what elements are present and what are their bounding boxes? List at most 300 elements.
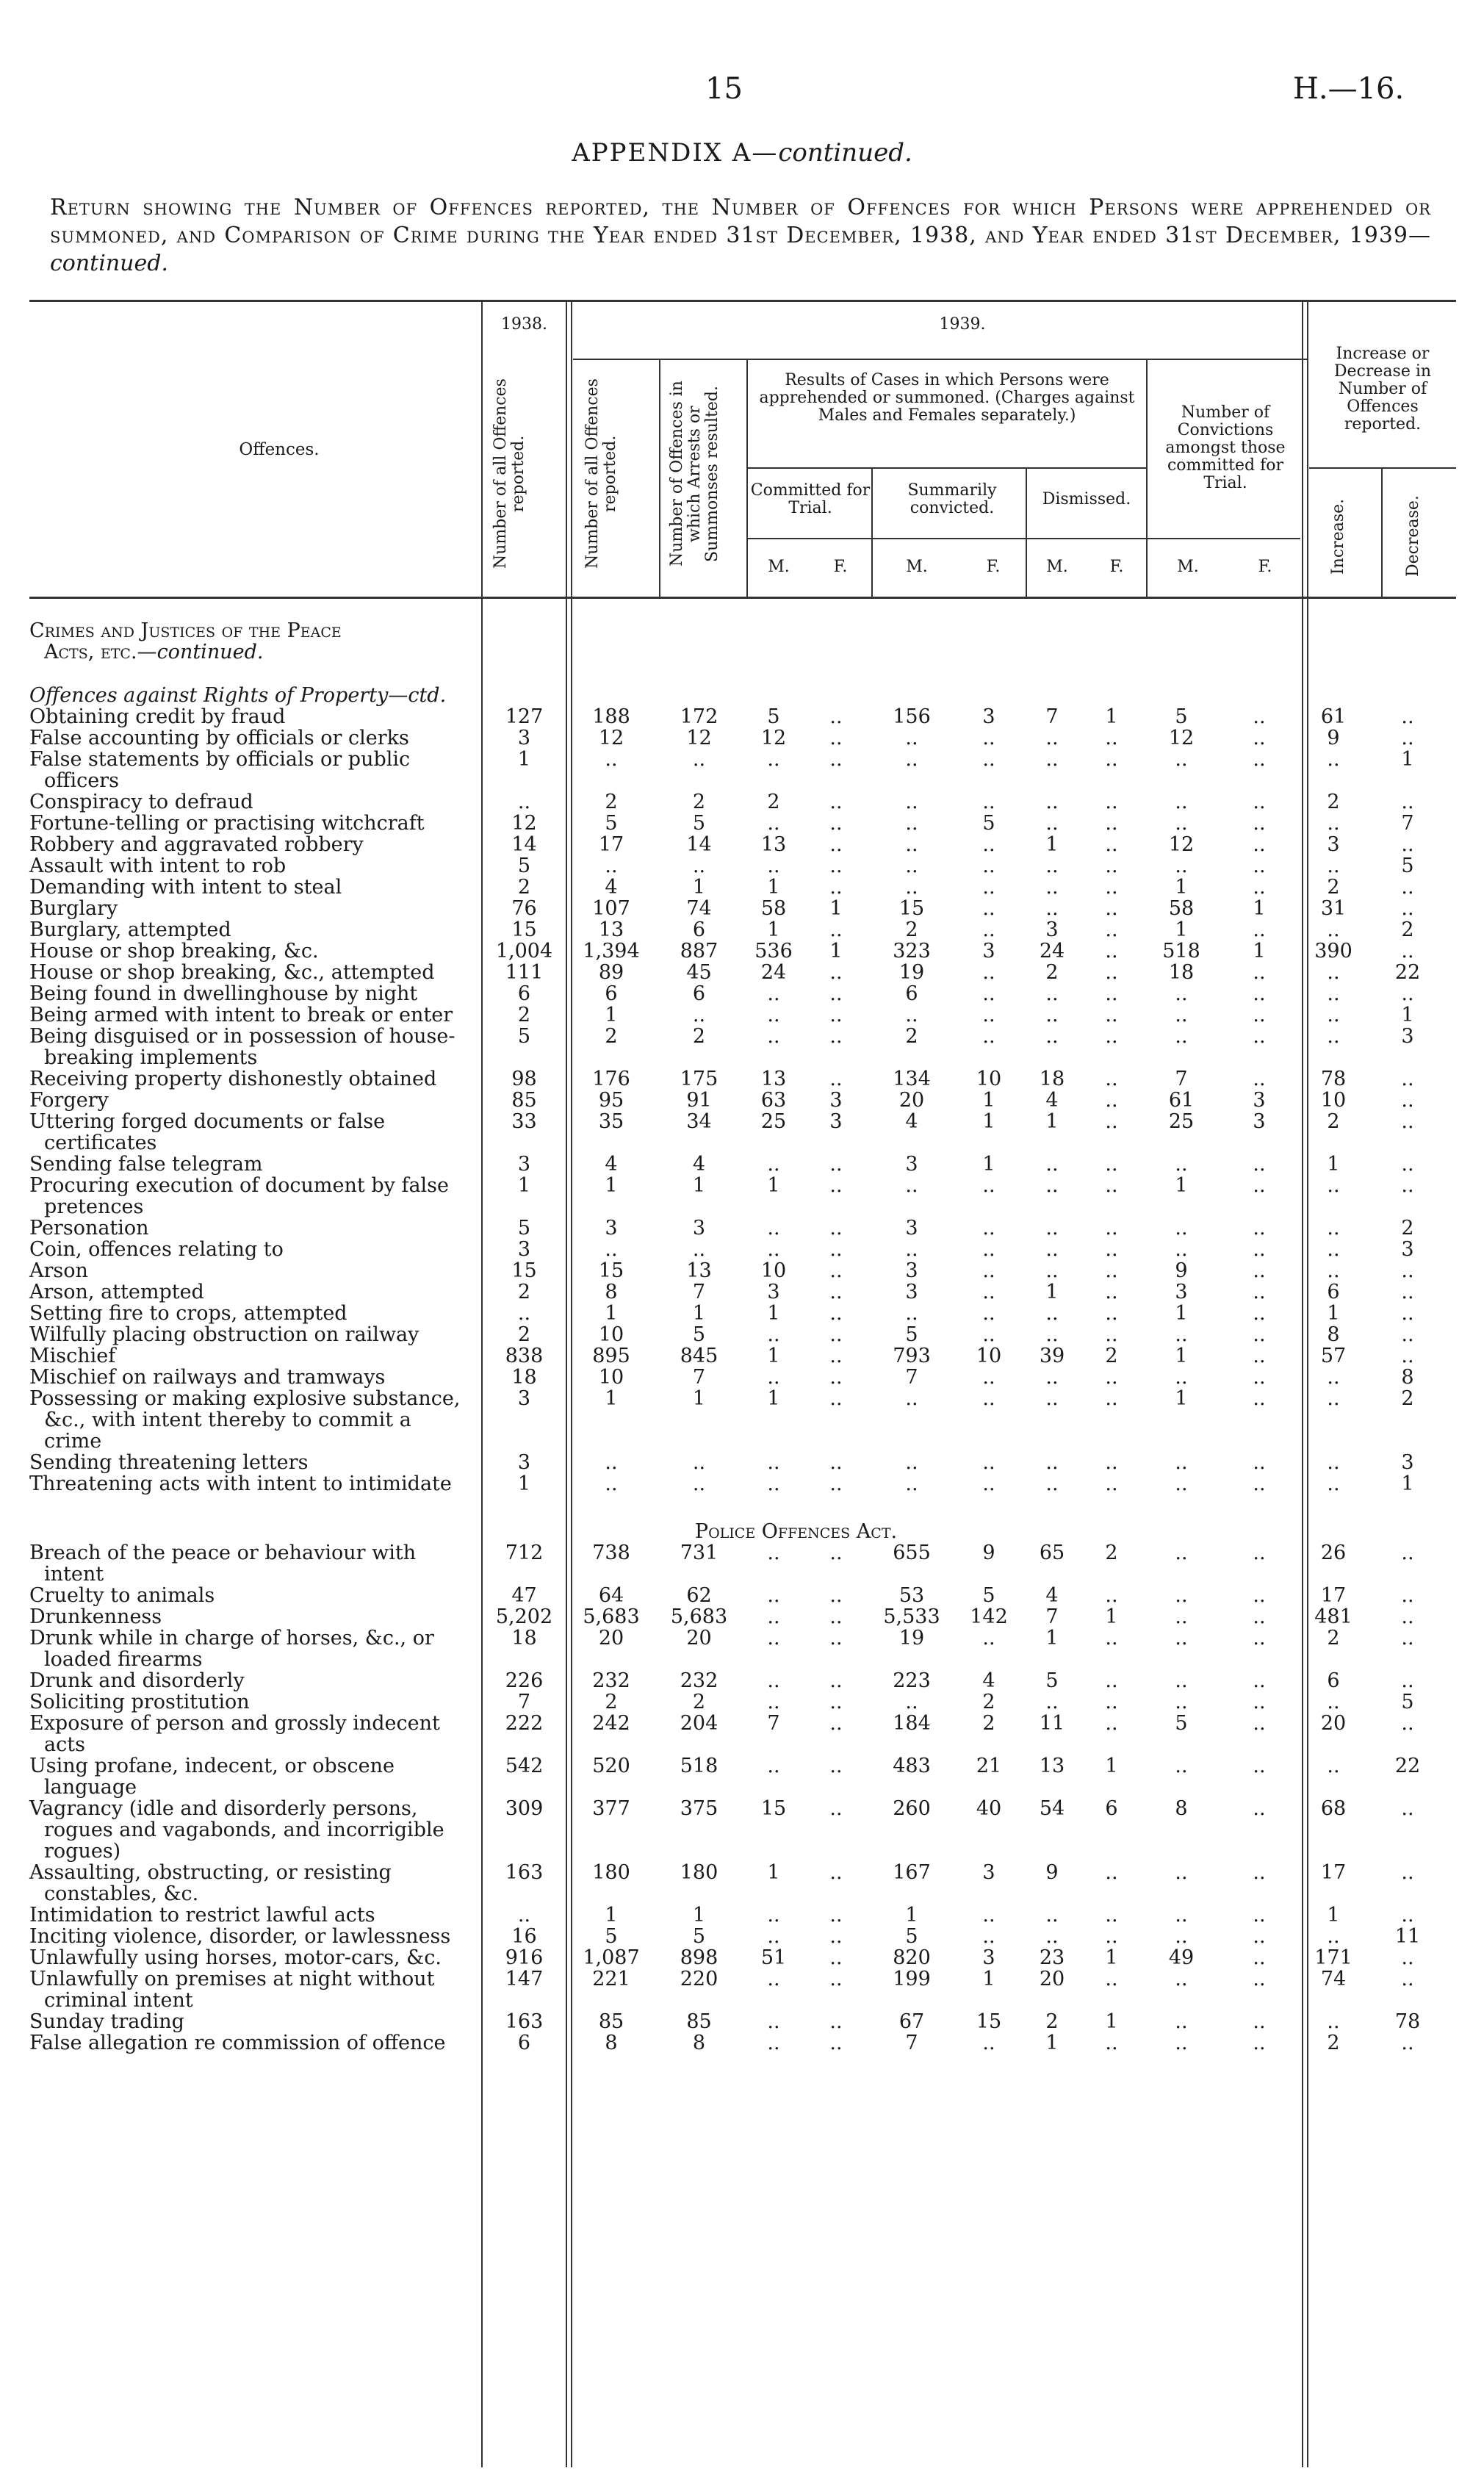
table-cell: .. bbox=[1175, 1691, 1188, 1713]
table-cell: 1 bbox=[982, 1968, 995, 1990]
table-cell: 7 bbox=[1175, 1068, 1188, 1090]
table-cell: 220 bbox=[680, 1968, 718, 1990]
offence-name: Being found in dwellinghouse by night bbox=[29, 982, 418, 1005]
table-cell: 1 bbox=[1045, 1110, 1059, 1133]
table-cell: .. bbox=[829, 1238, 843, 1261]
table-cell: .. bbox=[982, 1302, 995, 1325]
offence-name: Arson bbox=[29, 1259, 88, 1282]
table-cell: .. bbox=[1401, 1345, 1414, 1367]
table-cell: .. bbox=[1045, 1025, 1059, 1048]
offence-name: Sunday trading bbox=[29, 2010, 184, 2033]
table-cell: 3 bbox=[982, 940, 995, 963]
table-cell: .. bbox=[1175, 1153, 1188, 1176]
table-row bbox=[29, 1968, 1445, 2011]
table-cell: 375 bbox=[680, 1797, 718, 1820]
table-cell: .. bbox=[692, 1451, 706, 1474]
table-cell: 3 bbox=[829, 1110, 843, 1133]
table-cell: .. bbox=[1175, 1217, 1188, 1240]
header-1938: 1938. bbox=[501, 315, 547, 334]
table-cell: 18 bbox=[511, 1627, 537, 1650]
header-committed-f: F. bbox=[833, 558, 848, 576]
header-increase-decrease: Increase or Decrease in Number of Offences reported. bbox=[1333, 345, 1432, 434]
table-row bbox=[29, 727, 1445, 749]
crimes-heading-continued: continued. bbox=[156, 641, 264, 663]
table-cell: 3 bbox=[905, 1217, 918, 1240]
table-cell: 1 bbox=[1105, 1605, 1118, 1628]
table-cell: .. bbox=[692, 1238, 706, 1261]
table-cell: .. bbox=[1253, 1025, 1266, 1048]
table-cell: 76 bbox=[511, 897, 537, 920]
table-cell: .. bbox=[1045, 982, 1059, 1005]
table-cell: 111 bbox=[505, 961, 544, 984]
table-cell: .. bbox=[1175, 1451, 1188, 1474]
table-cell: .. bbox=[1327, 1217, 1340, 1240]
table-cell: 17 bbox=[598, 833, 624, 856]
table-cell: 5 bbox=[692, 1323, 706, 1346]
table-cell: .. bbox=[982, 982, 995, 1005]
table-cell: .. bbox=[1105, 1925, 1118, 1948]
table-cell: 1 bbox=[1105, 1755, 1118, 1777]
table-cell: 10 bbox=[598, 1366, 624, 1389]
table-cell: .. bbox=[1105, 1302, 1118, 1325]
table-cell: .. bbox=[692, 1004, 706, 1026]
table-cell: .. bbox=[692, 855, 706, 877]
offence-name: Wilfully placing obstruction on railway bbox=[29, 1323, 419, 1346]
table-cell: .. bbox=[1401, 1259, 1414, 1282]
table-cell: 1 bbox=[692, 1904, 706, 1927]
table-cell: 3 bbox=[767, 1281, 780, 1303]
table-row bbox=[29, 1627, 1445, 1670]
header-summarily: Summarily convicted. bbox=[907, 481, 997, 517]
table-cell: 7 bbox=[1401, 812, 1414, 835]
table-cell: 20 bbox=[598, 1627, 624, 1650]
offence-name: False allegation re commission of offence bbox=[29, 2032, 446, 2054]
table-cell: 223 bbox=[893, 1669, 931, 1692]
offence-name: Burglary, attempted bbox=[29, 918, 231, 941]
table-cell: 2 bbox=[1105, 1345, 1118, 1367]
table-cell: .. bbox=[905, 1238, 918, 1261]
table-cell: .. bbox=[1175, 1968, 1188, 1990]
table-cell: 18 bbox=[1168, 961, 1195, 984]
table-cell: .. bbox=[1327, 1025, 1340, 1048]
table-cell: 4 bbox=[692, 1153, 706, 1176]
table-cell: .. bbox=[905, 1004, 918, 1026]
table-cell: .. bbox=[1253, 1542, 1266, 1564]
offence-name: Personation bbox=[29, 1217, 149, 1240]
table-cell: 8 bbox=[1175, 1797, 1188, 1820]
table-cell: 1 bbox=[982, 1110, 995, 1133]
table-cell: 15 bbox=[760, 1797, 787, 1820]
table-cell: .. bbox=[767, 1472, 780, 1495]
table-cell: .. bbox=[1175, 791, 1188, 813]
offence-name: House or shop breaking, &c., attempted bbox=[29, 961, 435, 984]
table-cell: .. bbox=[1045, 1259, 1059, 1282]
table-cell: 1 bbox=[1401, 748, 1414, 771]
table-cell: 5 bbox=[1401, 1691, 1414, 1713]
table-row bbox=[29, 1606, 1445, 1627]
table-cell: .. bbox=[1253, 1238, 1266, 1261]
table-row bbox=[29, 1367, 1445, 1388]
offence-name: Sending false telegram bbox=[29, 1153, 263, 1176]
table-cell: 6 bbox=[692, 982, 706, 1005]
table-cell: 2 bbox=[692, 1025, 706, 1048]
table-cell: 1 bbox=[982, 1153, 995, 1176]
table-cell: 1 bbox=[1327, 1302, 1340, 1325]
table-cell: 78 bbox=[1394, 2010, 1421, 2033]
table-cell: .. bbox=[1045, 1004, 1059, 1026]
table-cell: .. bbox=[1253, 1004, 1266, 1026]
table-row bbox=[29, 1154, 1445, 1175]
table-cell: 6 bbox=[692, 918, 706, 941]
table-cell: 19 bbox=[898, 961, 925, 984]
table-cell: 5,533 bbox=[883, 1605, 940, 1628]
offence-name: Drunk while in charge of horses, &c., or loaded firearms bbox=[29, 1627, 434, 1671]
table-cell: 1 bbox=[1401, 1472, 1414, 1495]
table-cell: 3 bbox=[1175, 1281, 1188, 1303]
table-cell: .. bbox=[767, 1366, 780, 1389]
table-cell: .. bbox=[767, 1153, 780, 1176]
table-cell: .. bbox=[1105, 897, 1118, 920]
table-cell: 8 bbox=[1401, 1366, 1414, 1389]
table-cell: .. bbox=[1327, 982, 1340, 1005]
table-cell: 1 bbox=[517, 1472, 531, 1495]
table-cell: 3 bbox=[905, 1281, 918, 1303]
table-row bbox=[29, 1798, 1445, 1862]
table-cell: 98 bbox=[511, 1068, 537, 1090]
table-cell: .. bbox=[767, 1627, 780, 1650]
table-cell: 167 bbox=[893, 1861, 931, 1884]
offence-name: Uttering forged documents or false certificates bbox=[29, 1110, 386, 1154]
table-cell: 39 bbox=[1039, 1345, 1065, 1367]
table-cell: 3 bbox=[905, 1259, 918, 1282]
table-cell: .. bbox=[1105, 1217, 1118, 1240]
table-cell: .. bbox=[605, 855, 618, 877]
appendix-title bbox=[0, 138, 1484, 168]
offence-name: Using profane, indecent, or obscene language bbox=[29, 1755, 395, 1799]
table-cell: .. bbox=[767, 855, 780, 877]
table-cell: .. bbox=[829, 855, 843, 877]
table-cell: 34 bbox=[686, 1110, 712, 1133]
table-cell: .. bbox=[1045, 1174, 1059, 1197]
table-cell: 2 bbox=[1105, 1542, 1118, 1564]
offence-name: House or shop breaking, &c. bbox=[29, 940, 319, 963]
table-cell: .. bbox=[1327, 1451, 1340, 1474]
table-cell: 1 bbox=[517, 1174, 531, 1197]
table-cell: 2 bbox=[905, 918, 918, 941]
table-cell: .. bbox=[1105, 1712, 1118, 1735]
table-cell: 2 bbox=[1401, 1217, 1414, 1240]
table-cell: 3 bbox=[517, 1451, 531, 1474]
table-cell: 3 bbox=[1327, 833, 1340, 856]
table-cell: .. bbox=[829, 812, 843, 835]
table-cell: .. bbox=[1253, 2010, 1266, 2033]
offence-name: Fortune-telling or practising witchcraft bbox=[29, 812, 425, 835]
table-cell: .. bbox=[905, 876, 918, 899]
table-cell: .. bbox=[829, 1925, 843, 1948]
table-cell: .. bbox=[829, 1174, 843, 1197]
table-cell: .. bbox=[982, 961, 995, 984]
table-cell: 6 bbox=[905, 982, 918, 1005]
table-cell: 62 bbox=[686, 1584, 712, 1607]
crimes-heading-line2: Acts, etc.— bbox=[44, 641, 157, 663]
table-cell: .. bbox=[829, 1302, 843, 1325]
table-cell: .. bbox=[905, 727, 918, 749]
table-cell: .. bbox=[982, 1025, 995, 1048]
offence-name: Cruelty to animals bbox=[29, 1584, 215, 1607]
table-cell: 845 bbox=[680, 1345, 718, 1367]
table-cell: 5 bbox=[692, 1925, 706, 1948]
table-cell: 838 bbox=[505, 1345, 544, 1367]
offence-name: Robbery and aggravated robbery bbox=[29, 833, 364, 856]
rule-header-bottom bbox=[29, 597, 1456, 599]
table-cell: 2 bbox=[605, 791, 618, 813]
table-cell: 7 bbox=[1045, 1605, 1059, 1628]
table-cell: .. bbox=[767, 2032, 780, 2054]
table-cell: 22 bbox=[1394, 961, 1421, 984]
table-cell: 1 bbox=[982, 1089, 995, 1112]
table-cell: 7 bbox=[905, 1366, 918, 1389]
table-cell: 53 bbox=[898, 1584, 925, 1607]
table-cell: 163 bbox=[505, 1861, 544, 1884]
table-cell: .. bbox=[1401, 897, 1414, 920]
table-cell: 85 bbox=[598, 2010, 624, 2033]
table-row bbox=[29, 983, 1445, 1004]
table-cell: 793 bbox=[893, 1345, 931, 1367]
table-cell: 2 bbox=[1401, 918, 1414, 941]
table-cell: 6 bbox=[605, 982, 618, 1005]
table-cell: .. bbox=[982, 1451, 995, 1474]
table-cell: .. bbox=[829, 1968, 843, 1990]
header-convictions-f: F. bbox=[1258, 558, 1272, 576]
table-cell: .. bbox=[1401, 1861, 1414, 1884]
property-heading-text: Offences against Rights of Property—ctd. bbox=[29, 684, 447, 707]
table-cell: 3 bbox=[829, 1089, 843, 1112]
table-cell: .. bbox=[982, 1238, 995, 1261]
table-cell: 2 bbox=[1045, 961, 1059, 984]
table-cell: 2 bbox=[692, 791, 706, 813]
offence-name: Inciting violence, disorder, or lawlessness bbox=[29, 1925, 451, 1948]
table-cell: .. bbox=[1253, 748, 1266, 771]
table-cell: .. bbox=[829, 1259, 843, 1282]
table-cell: 5 bbox=[517, 1217, 531, 1240]
table-cell: .. bbox=[1253, 1584, 1266, 1607]
table-cell: 12 bbox=[1168, 833, 1195, 856]
table-row bbox=[29, 940, 1445, 962]
offence-name: Possessing or making explosive substance, &c., with intent thereby to commit a crime bbox=[29, 1387, 461, 1453]
table-cell: .. bbox=[1105, 1238, 1118, 1261]
table-cell: 17 bbox=[1320, 1861, 1347, 1884]
table-cell: .. bbox=[982, 1904, 995, 1927]
table-cell: 226 bbox=[505, 1669, 544, 1692]
table-cell: 242 bbox=[592, 1712, 630, 1735]
table-cell: 3 bbox=[905, 1153, 918, 1176]
table-row bbox=[29, 1111, 1445, 1154]
offence-name: Unlawfully on premises at night without criminal intent bbox=[29, 1968, 435, 2012]
table-cell: .. bbox=[1045, 1323, 1059, 1346]
table-cell: .. bbox=[905, 748, 918, 771]
table-cell: .. bbox=[1175, 1004, 1188, 1026]
offence-name: Breach of the peace or behaviour with intent bbox=[29, 1542, 417, 1586]
table-cell: .. bbox=[829, 1861, 843, 1884]
table-cell: 916 bbox=[505, 1946, 544, 1969]
table-cell: .. bbox=[1327, 1755, 1340, 1777]
table-cell: 1 bbox=[605, 1387, 618, 1410]
table-cell: 13 bbox=[760, 1068, 787, 1090]
table-cell: 5 bbox=[982, 812, 995, 835]
table-row bbox=[29, 706, 1445, 727]
vrule-reported bbox=[659, 359, 660, 598]
table-cell: .. bbox=[1253, 961, 1266, 984]
table-cell: 19 bbox=[898, 1627, 925, 1650]
table-cell: .. bbox=[1327, 1472, 1340, 1495]
table-cell: .. bbox=[1253, 727, 1266, 749]
table-cell: .. bbox=[1175, 982, 1188, 1005]
table-cell: .. bbox=[829, 705, 843, 728]
table-cell: .. bbox=[1327, 1174, 1340, 1197]
table-cell: .. bbox=[1327, 748, 1340, 771]
table-cell: 2 bbox=[905, 1025, 918, 1048]
table-cell: .. bbox=[605, 1472, 618, 1495]
table-cell: 7 bbox=[767, 1712, 780, 1735]
table-cell: 23 bbox=[1039, 1946, 1065, 1969]
table-cell: .. bbox=[767, 1669, 780, 1692]
offence-name: Obtaining credit by fraud bbox=[29, 705, 286, 728]
table-cell: .. bbox=[1327, 2010, 1340, 2033]
table-cell: .. bbox=[905, 1451, 918, 1474]
table-cell: 1 bbox=[1045, 1627, 1059, 1650]
table-cell: 2 bbox=[767, 791, 780, 813]
table-cell: 1 bbox=[1253, 940, 1266, 963]
table-cell: 2 bbox=[605, 1691, 618, 1713]
table-cell: 1,004 bbox=[495, 940, 553, 963]
table-cell: 74 bbox=[686, 897, 712, 920]
table-cell: .. bbox=[829, 1946, 843, 1969]
table-cell: 3 bbox=[692, 1217, 706, 1240]
offence-name: Unlawfully using horses, motor-cars, &c. bbox=[29, 1946, 442, 1969]
table-cell: .. bbox=[982, 1366, 995, 1389]
table-row bbox=[29, 1452, 1445, 1473]
table-cell: .. bbox=[1105, 1627, 1118, 1650]
table-cell: 1 bbox=[767, 1345, 780, 1367]
table-cell: .. bbox=[605, 748, 618, 771]
header-decrease: Decrease. bbox=[1404, 495, 1422, 578]
offences-table bbox=[29, 616, 1445, 2054]
table-cell: 1 bbox=[767, 1302, 780, 1325]
table-cell: 5 bbox=[1401, 855, 1414, 877]
offence-name: Assaulting, obstructing, or resisting constables, &c. bbox=[29, 1861, 392, 1905]
table-cell: 712 bbox=[505, 1542, 544, 1564]
table-cell: 9 bbox=[1327, 727, 1340, 749]
table-cell: 1 bbox=[692, 1174, 706, 1197]
table-cell: .. bbox=[829, 1004, 843, 1026]
table-cell: 47 bbox=[511, 1584, 537, 1607]
table-cell: 655 bbox=[893, 1542, 931, 1564]
table-cell: 10 bbox=[598, 1323, 624, 1346]
table-cell: .. bbox=[829, 1345, 843, 1367]
table-cell: 2 bbox=[692, 1691, 706, 1713]
table-cell: .. bbox=[1253, 1691, 1266, 1713]
table-cell: 20 bbox=[686, 1627, 712, 1650]
table-cell: 20 bbox=[1039, 1968, 1065, 1990]
table-cell: .. bbox=[1105, 1472, 1118, 1495]
appendix-continued: continued. bbox=[778, 138, 912, 168]
table-cell: .. bbox=[1253, 1217, 1266, 1240]
table-cell: .. bbox=[829, 1217, 843, 1240]
table-cell: 12 bbox=[760, 727, 787, 749]
table-cell: 1 bbox=[692, 1302, 706, 1325]
table-cell: .. bbox=[982, 748, 995, 771]
table-cell: 1 bbox=[1105, 705, 1118, 728]
table-cell: .. bbox=[1253, 1925, 1266, 1948]
offence-name: Conspiracy to defraud bbox=[29, 791, 253, 813]
table-cell: .. bbox=[1401, 1584, 1414, 1607]
table-cell: .. bbox=[1253, 1302, 1266, 1325]
table-cell: .. bbox=[1401, 1174, 1414, 1197]
table-cell: 1 bbox=[605, 1302, 618, 1325]
table-cell: 12 bbox=[511, 812, 537, 835]
table-cell: .. bbox=[767, 1025, 780, 1048]
table-cell: 3 bbox=[982, 1946, 995, 1969]
table-cell: 89 bbox=[598, 961, 624, 984]
table-cell: 147 bbox=[505, 1968, 544, 1990]
table-cell: .. bbox=[829, 1068, 843, 1090]
table-cell: .. bbox=[829, 1691, 843, 1713]
table-row bbox=[29, 2032, 1445, 2054]
table-cell: 10 bbox=[1320, 1089, 1347, 1112]
table-cell: 323 bbox=[893, 940, 931, 963]
table-cell: 7 bbox=[517, 1691, 531, 1713]
table-row bbox=[29, 1217, 1445, 1239]
offence-name: Mischief bbox=[29, 1345, 116, 1367]
table-cell: 9 bbox=[982, 1542, 995, 1564]
table-cell: 7 bbox=[905, 2032, 918, 2054]
table-cell: .. bbox=[767, 1755, 780, 1777]
crimes-heading-line1: Crimes and Justices of the Peace bbox=[29, 619, 342, 642]
table-cell: .. bbox=[982, 727, 995, 749]
table-cell: 5 bbox=[692, 812, 706, 835]
table-cell: 3 bbox=[1401, 1451, 1414, 1474]
table-cell: 3 bbox=[1045, 918, 1059, 941]
table-cell: 107 bbox=[592, 897, 630, 920]
table-cell: 1 bbox=[1105, 1946, 1118, 1969]
table-cell: .. bbox=[1253, 1068, 1266, 1090]
table-cell: 142 bbox=[970, 1605, 1008, 1628]
table-cell: 3 bbox=[517, 1238, 531, 1261]
table-cell: 2 bbox=[1401, 1387, 1414, 1410]
table-row bbox=[29, 919, 1445, 940]
table-cell: 2 bbox=[1327, 1627, 1340, 1650]
table-cell: .. bbox=[767, 1925, 780, 1948]
table-cell: 3 bbox=[517, 1153, 531, 1176]
table-cell: 6 bbox=[517, 2032, 531, 2054]
table-cell: .. bbox=[1175, 1669, 1188, 1692]
title-continued: continued. bbox=[50, 251, 168, 276]
table-cell: 180 bbox=[680, 1861, 718, 1884]
table-cell: 2 bbox=[1045, 2010, 1059, 2033]
table-cell: 2 bbox=[517, 1281, 531, 1303]
table-cell: .. bbox=[1401, 727, 1414, 749]
table-cell: .. bbox=[767, 1691, 780, 1713]
table-cell: .. bbox=[982, 791, 995, 813]
table-cell: 156 bbox=[893, 705, 931, 728]
table-cell: .. bbox=[1401, 1110, 1414, 1133]
table-cell: .. bbox=[829, 1797, 843, 1820]
table-cell: 1 bbox=[605, 1904, 618, 1927]
table-cell: .. bbox=[982, 1217, 995, 1240]
section-crimes-heading bbox=[29, 616, 1445, 663]
table-cell: 12 bbox=[1168, 727, 1195, 749]
table-cell: 6 bbox=[1327, 1281, 1340, 1303]
